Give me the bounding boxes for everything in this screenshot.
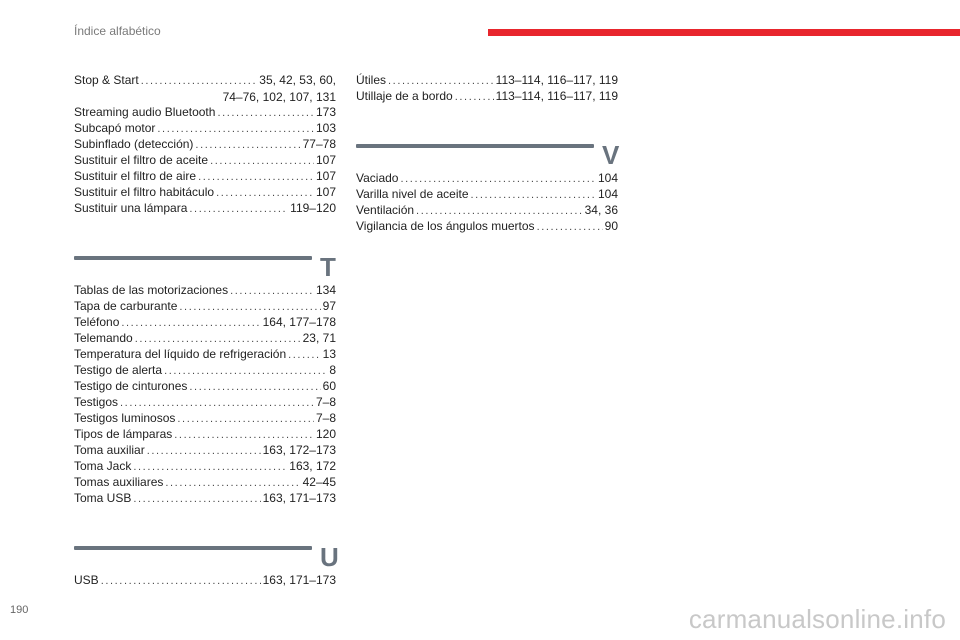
entry-pages: 60 — [322, 379, 336, 393]
entry-pages: 107 — [315, 153, 336, 167]
entry-pages: 103 — [315, 121, 336, 135]
page-header-title: Índice alfabético — [74, 24, 161, 38]
leader-dots — [537, 219, 603, 235]
entry-pages: 163, 171–173 — [262, 573, 336, 587]
index-entry[interactable] — [356, 170, 618, 187]
index-entry[interactable] — [74, 394, 336, 411]
leader-dots — [120, 395, 314, 411]
index-entry[interactable] — [74, 362, 336, 379]
leader-dots — [400, 171, 595, 187]
entry-label: Vaciado — [356, 171, 399, 185]
entry-pages: 104 — [597, 187, 618, 201]
entry-pages: 90 — [604, 219, 618, 233]
entry-label: Temperatura del líquido de refrigeración — [74, 347, 287, 361]
index-entry[interactable] — [356, 202, 618, 219]
index-entry[interactable] — [74, 474, 336, 491]
entry-pages: 42–45 — [302, 475, 336, 489]
entry-label: Tablas de las motorizaciones — [74, 283, 229, 297]
entry-label: Streaming audio Bluetooth — [74, 105, 216, 119]
page-number: 190 — [10, 604, 29, 616]
entry-label: Vigilancia de los ángulos muertos — [356, 219, 535, 233]
leader-dots — [101, 573, 261, 589]
index-entry[interactable] — [74, 120, 336, 137]
entry-pages: 107 — [315, 169, 336, 183]
leader-dots — [157, 121, 314, 137]
index-entry[interactable] — [74, 442, 336, 459]
leader-dots — [210, 153, 314, 169]
section-letter-t: T — [320, 252, 336, 282]
index-entry[interactable] — [356, 218, 618, 235]
entry-label: Utillaje de a bordo — [356, 89, 453, 103]
index-entry[interactable] — [74, 282, 336, 299]
index-entry[interactable] — [356, 186, 618, 203]
entry-label: USB — [74, 573, 99, 587]
entry-pages: 119–120 — [290, 201, 336, 215]
leader-dots — [164, 363, 327, 379]
leader-dots — [174, 427, 314, 443]
section-divider — [74, 256, 312, 260]
entry-pages: 134 — [315, 283, 336, 297]
index-entry[interactable] — [74, 378, 336, 395]
entry-label: Tomas auxiliares — [74, 475, 164, 489]
index-entry[interactable] — [74, 184, 336, 201]
entry-label: Ventilación — [356, 203, 415, 217]
index-entry[interactable] — [74, 168, 336, 185]
section-divider — [74, 546, 312, 550]
watermark: carmanualsonline.info — [688, 604, 946, 634]
entry-label: Sustituir el filtro de aire — [74, 169, 197, 183]
entry-pages: 163, 171–173 — [262, 491, 336, 505]
leader-dots — [189, 201, 288, 217]
entry-pages: 113–114, 116–117, 119 — [495, 89, 618, 103]
leader-dots — [141, 73, 258, 89]
leader-dots — [195, 137, 300, 153]
entry-pages: 23, 71 — [302, 331, 336, 345]
leader-dots — [147, 443, 261, 459]
entry-label: Sustituir una lámpara — [74, 201, 188, 215]
entry-pages: 34, 36 — [584, 203, 618, 217]
entry-pages: 163, 172–173 — [262, 443, 336, 457]
entry-label: Tipos de lámparas — [74, 427, 173, 441]
entry-pages: 97 — [322, 299, 336, 313]
leader-dots — [179, 299, 320, 315]
entry-label: Telemando — [74, 331, 133, 345]
section-letter-u: U — [320, 542, 339, 572]
entry-label: Stop & Start — [74, 73, 139, 87]
entry-pages: 8 — [329, 363, 336, 377]
leader-dots — [216, 185, 314, 201]
leader-dots — [416, 203, 583, 219]
header-accent-bar — [488, 29, 960, 36]
entry-pages: 164, 177–178 — [262, 315, 336, 329]
index-entry[interactable] — [74, 426, 336, 443]
entry-pages: 173 — [315, 105, 336, 119]
index-entry[interactable] — [74, 314, 336, 331]
leader-dots — [121, 315, 260, 331]
leader-dots — [165, 475, 300, 491]
index-entry[interactable] — [74, 346, 336, 363]
entry-label: Tapa de carburante — [74, 299, 178, 313]
entry-label: Varilla nivel de aceite — [356, 187, 469, 201]
entry-pages: 113–114, 116–117, 119 — [495, 73, 618, 87]
entry-pages-continued: 74–76, 102, 107, 131 — [222, 90, 336, 104]
entry-label: Testigos luminosos — [74, 411, 176, 425]
entry-label: Testigos — [74, 395, 119, 409]
entry-label: Teléfono — [74, 315, 120, 329]
entry-label: Toma Jack — [74, 459, 132, 473]
entry-pages: 163, 172 — [289, 459, 336, 473]
entry-pages: 35, 42, 53, 60, — [259, 73, 336, 87]
entry-pages: 7–8 — [315, 411, 336, 425]
index-entry[interactable] — [74, 136, 336, 153]
entry-pages: 120 — [315, 427, 336, 441]
leader-dots — [217, 105, 314, 121]
entry-label: Subinflado (detección) — [74, 137, 194, 151]
entry-label: Sustituir el filtro de aceite — [74, 153, 209, 167]
entry-label: Testigo de alerta — [74, 363, 163, 377]
leader-dots — [189, 379, 320, 395]
entry-pages: 13 — [322, 347, 336, 361]
leader-dots — [133, 459, 287, 475]
leader-dots — [388, 73, 494, 89]
entry-pages: 104 — [597, 171, 618, 185]
index-entry[interactable] — [74, 410, 336, 427]
index-entry[interactable] — [74, 298, 336, 315]
section-divider — [356, 144, 594, 148]
index-entry[interactable] — [74, 490, 336, 507]
section-letter-v: V — [602, 140, 620, 170]
entry-pages: 77–78 — [302, 137, 336, 151]
index-entry[interactable] — [74, 152, 336, 169]
leader-dots — [471, 187, 596, 203]
leader-dots — [177, 411, 314, 427]
index-entry[interactable] — [74, 330, 336, 347]
leader-dots — [133, 491, 260, 507]
index-entry[interactable] — [356, 88, 618, 105]
leader-dots — [230, 283, 314, 299]
index-entry[interactable] — [356, 72, 618, 89]
entry-pages: 7–8 — [315, 395, 336, 409]
entry-label: Toma auxiliar — [74, 443, 145, 457]
entry-label: Subcapó motor — [74, 121, 156, 135]
entry-label: Sustituir el filtro habitáculo — [74, 185, 215, 199]
entry-label: Toma USB — [74, 491, 132, 505]
index-entry[interactable] — [74, 458, 336, 475]
entry-label: Útiles — [356, 73, 387, 87]
index-entry[interactable] — [74, 572, 336, 589]
leader-dots — [288, 347, 321, 363]
index-entry[interactable] — [74, 72, 336, 105]
entry-label: Testigo de cinturones — [74, 379, 188, 393]
index-entry[interactable] — [74, 104, 336, 121]
leader-dots — [135, 331, 301, 347]
entry-pages: 107 — [315, 185, 336, 199]
index-entry[interactable] — [74, 200, 336, 217]
leader-dots — [198, 169, 314, 185]
leader-dots — [455, 89, 494, 105]
